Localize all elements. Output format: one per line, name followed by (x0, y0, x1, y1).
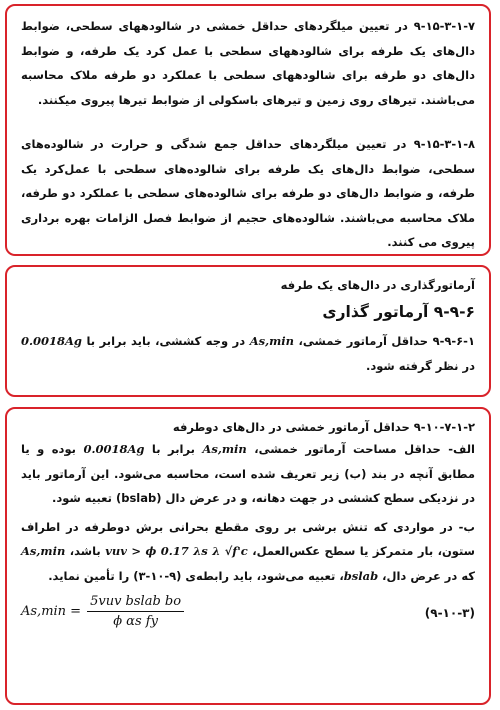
math-value: 0.0018Ag (21, 334, 82, 348)
clause-be (21, 515, 475, 589)
text-run: باشد، (65, 544, 106, 558)
equation-number: (۹-۱۰-۳) (424, 606, 475, 620)
section-subheading: آرماتورگذاری در دال‌های یک طرفه (280, 278, 475, 292)
math-value: 0.0018Ag (83, 442, 145, 456)
section-title: ۹-۹-۶ آرماتور گذاری (322, 303, 475, 321)
clause-box-one-way-slabs (5, 265, 491, 397)
math-as-min: As,min (249, 334, 295, 348)
paragraph-gap (21, 112, 475, 132)
clause-box-foundations (5, 4, 491, 256)
text-run: بوده و یا مطابق آنچه در بند (ب) زیر تعریف شده است، محاسبه می‌شود. این آرماتور باید در نزدیکی سطح کششی در جهت دهانه، و در عرض دال (bslab) تعبیه شود. (21, 442, 475, 505)
text-run: الف- حداقل مساحت آرماتور خمشی، (246, 442, 475, 456)
equation-9-10-3 (21, 592, 475, 644)
text-run: برابر با (144, 442, 203, 456)
formula-numerator: 5vuv bslab bo (87, 594, 184, 612)
clause-alef (21, 437, 475, 511)
text-run: در نظر گرفته شود. (365, 358, 475, 373)
text-run: که در عرض دال، (378, 568, 475, 583)
math-bslab: bslab (343, 568, 379, 583)
clause-box-two-way-slabs (5, 407, 491, 705)
math-shear-condition: vuv > ϕ 0.17 λs λ √f'c (105, 544, 248, 558)
clause-9-9-6-1 (21, 329, 475, 378)
clause-9-15-3-1-7: ۹-۱۵-۳-۱-۷ در تعیین میلگردهای حداقل خمشی در شالودههای سطحی، ضوابط دال‌های یک طرفه برای شالودههای سطحی با عمل کرد یک طرفه، و ضوابط دال‌های دو طرفه برای شالودههای سطحی با عملکرد دو طرفه ملاک محاسبه می‌باشند. تیرهای روی زمین و تیرهای باسکولی از ضوابط تیرها پیروی میکنند. (21, 19, 475, 107)
math-as-min: As,min (21, 544, 66, 558)
text-run: ، تعبیه می‌شود، باید رابطه‌ی (۹-۱۰-۳) را تأمین نماید. (48, 568, 344, 583)
formula-denominator: ϕ αs fy (113, 614, 158, 629)
formula-lhs: As,min = (21, 604, 82, 619)
section-subheading: ۹-۱۰-۷-۱-۲ حداقل آرماتور خمشی در دال‌های دوطرفه (172, 420, 475, 434)
formula-fraction (87, 594, 184, 629)
math-as-min: As,min (202, 442, 247, 456)
text-run: در وجه کششی، باید برابر با (81, 334, 250, 348)
clause-9-15-3-1-8: ۹-۱۵-۳-۱-۸ در تعیین میلگردهای حداقل جمع شدگی و حرارت در شالوده‌های سطحی، ضوابط دال‌های یک طرفه برای شالوده‌های سطحی با عمل‌کرد یک طرفه، و ضوابط دال‌های دو طرفه برای شالوده‌های سطحی با عملکرد دو طرفه، ملاک محاسبه می‌باشند. شالوده‌های حجیم از ضوابط فصل الزامات بهره برداری پیروی می کنند. (21, 137, 475, 249)
text-run: ب- در مواردی که تنش برشی بر روی مقطع بحرانی برش دوطرفه در اطراف ستون، بار متمرکز یا سطح عکس‌العمل، (21, 519, 475, 558)
text-run: ۹-۹-۶-۱ حداقل آرماتور خمشی، (294, 334, 475, 348)
formula (21, 594, 184, 629)
